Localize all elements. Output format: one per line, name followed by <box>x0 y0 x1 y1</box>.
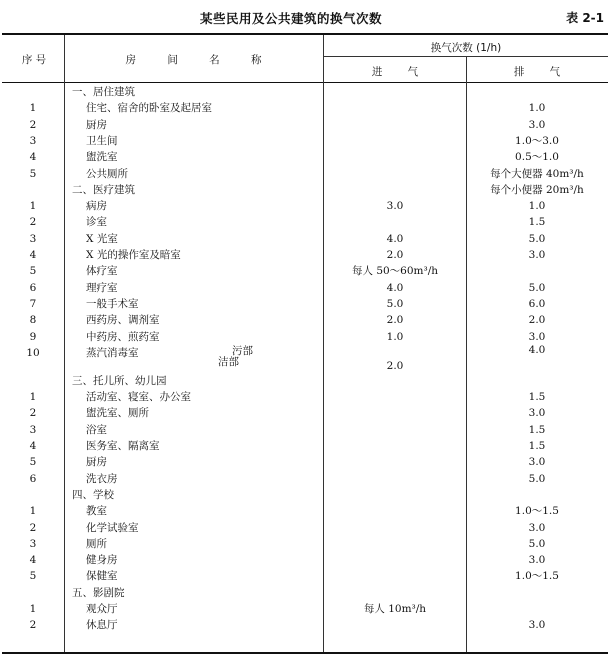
outlet-value: 1.0～1.5 <box>515 505 559 518</box>
row-number: 8 <box>29 314 37 327</box>
outlet-value: 3.0 <box>528 554 546 567</box>
row-number: 1 <box>29 102 37 115</box>
row-number: 4 <box>29 440 37 452</box>
outlet-value: 1.5 <box>528 440 546 452</box>
room-name: 休息厅 <box>86 619 118 632</box>
table-row <box>0 389 610 405</box>
room-name: 活动室、寝室、办公室 <box>86 391 191 404</box>
header-bottom-rule <box>2 82 608 83</box>
room-name: 厕所 <box>86 537 107 550</box>
row-number: 2 <box>29 216 37 229</box>
room-name: 卫生间 <box>86 134 118 147</box>
column-header-inlet: 进 气 <box>371 66 419 78</box>
inlet-value: 3.0 <box>386 200 404 213</box>
outlet-value: 每个小便器 20m³/h <box>490 183 584 196</box>
table-row <box>0 166 610 182</box>
row-number: 3 <box>29 232 37 245</box>
section-title: 三、托儿所、幼儿园 <box>72 374 167 387</box>
row-number: 3 <box>29 423 37 436</box>
room-name: 体疗室 <box>86 265 118 278</box>
inlet-value: 2.0 <box>386 359 404 372</box>
inlet-value: 2.0 <box>386 314 404 327</box>
table-row <box>0 231 610 247</box>
room-name: 住宅、宿舍的卧室及起居室 <box>86 102 212 115</box>
inlet-value: 每人 50～60m³/h <box>351 265 439 278</box>
outlet-value: 每个大便器 40m³/h <box>490 167 584 180</box>
table-row <box>0 405 610 421</box>
section-row <box>0 373 610 389</box>
room-name: 厨房 <box>86 456 107 469</box>
row-number: 5 <box>29 167 37 180</box>
table-row <box>0 198 610 214</box>
outlet-value: 5.0 <box>528 537 546 550</box>
outlet-value: 2.0 <box>528 314 546 327</box>
room-name: 健身房 <box>86 554 118 567</box>
table-row <box>0 149 610 165</box>
row-number: 2 <box>29 407 37 420</box>
row-number: 2 <box>29 521 37 534</box>
table-row <box>0 552 610 568</box>
room-name: 盥洗室、厕所 <box>86 407 149 420</box>
row-number: 1 <box>29 505 37 518</box>
column-header-outlet: 排 气 <box>513 66 561 78</box>
outlet-value: 3.0 <box>528 619 546 632</box>
section-title: 五、影剧院 <box>72 586 125 599</box>
room-name: 观众厅 <box>86 603 118 615</box>
section-row <box>0 182 610 198</box>
table-row <box>0 422 610 438</box>
table-row <box>0 280 610 296</box>
room-name: 公共厕所 <box>86 167 128 180</box>
table-row <box>0 312 610 328</box>
table-row <box>0 117 610 133</box>
row-number: 6 <box>29 472 37 485</box>
section-title: 一、居住建筑 <box>72 86 135 98</box>
row-number: 5 <box>29 265 37 278</box>
room-name: X 光室 <box>86 232 118 245</box>
table-row <box>0 454 610 470</box>
outlet-value: 0.5～1.0 <box>515 151 559 164</box>
row-number: 6 <box>29 281 37 294</box>
room-name: 医务室、隔离室 <box>86 440 160 452</box>
row-number: 1 <box>29 391 37 404</box>
room-name: X 光的操作室及暗室 <box>86 249 181 261</box>
section-title: 四、学校 <box>72 488 114 501</box>
section-row <box>0 487 610 503</box>
section-row <box>0 84 610 100</box>
table-row <box>0 296 610 312</box>
outlet-value: 3.0 <box>528 330 546 343</box>
row-number: 4 <box>29 249 37 261</box>
table-row <box>0 520 610 536</box>
room-name: 蒸汽消毒室 <box>86 346 139 359</box>
row-number: 2 <box>29 619 37 632</box>
table-title: 某些民用及公共建筑的换气次数 <box>200 11 383 26</box>
top-rule <box>2 33 608 35</box>
sub-label-clean: 洁部 <box>218 355 239 368</box>
table-row <box>0 214 610 230</box>
row-number: 1 <box>29 603 37 615</box>
outlet-value: 3.0 <box>528 456 546 469</box>
title-bar <box>0 0 610 30</box>
section-title: 二、医疗建筑 <box>72 183 135 196</box>
outlet-value: 1.0 <box>528 200 546 213</box>
column-header-no: 序 号 <box>21 54 47 66</box>
outlet-value: 5.0 <box>528 232 546 245</box>
inlet-value: 4.0 <box>386 232 404 245</box>
outlet-value: 4.0 <box>528 343 546 356</box>
room-name: 西药房、调剂室 <box>86 314 160 327</box>
table-row <box>0 263 610 279</box>
inlet-value: 每人 10m³/h <box>363 603 427 615</box>
row-number: 3 <box>29 134 37 147</box>
column-header-rate-group: 换气次数 (1/h) <box>430 42 502 54</box>
row-number: 5 <box>29 570 37 583</box>
row-number: 5 <box>29 456 37 469</box>
room-name: 教室 <box>86 505 107 518</box>
section-row <box>0 585 610 601</box>
column-header-name: 房 间 名 称 <box>125 54 262 66</box>
room-name: 保健室 <box>86 570 118 583</box>
table-row <box>0 100 610 116</box>
row-number: 1 <box>29 200 37 213</box>
room-name: 洗衣房 <box>86 472 118 485</box>
table-row <box>0 568 610 584</box>
room-name: 浴室 <box>86 423 107 436</box>
table-row <box>0 133 610 149</box>
room-name: 诊室 <box>86 216 107 229</box>
table-row <box>0 503 610 519</box>
outlet-value: 3.0 <box>528 521 546 534</box>
outlet-value: 3.0 <box>528 407 546 420</box>
outlet-value: 5.0 <box>528 472 546 485</box>
room-name: 盥洗室 <box>86 151 118 164</box>
table-number: 表 2-1 <box>566 11 604 25</box>
outlet-value: 5.0 <box>528 281 546 294</box>
row-number: 4 <box>29 554 37 567</box>
outlet-value: 1.0 <box>528 102 546 115</box>
room-name: 理疗室 <box>86 281 118 294</box>
room-name: 病房 <box>86 200 107 213</box>
inlet-value: 5.0 <box>386 297 404 310</box>
row-number: 7 <box>29 297 37 310</box>
table-row <box>0 438 610 454</box>
table-row <box>0 345 610 373</box>
table-row <box>0 536 610 552</box>
row-number: 4 <box>29 151 37 164</box>
outlet-value: 1.5 <box>528 391 546 404</box>
outlet-value: 1.0～1.5 <box>515 570 559 583</box>
table-row <box>0 617 610 633</box>
inlet-value: 2.0 <box>386 249 404 261</box>
table-row <box>0 247 610 263</box>
room-name: 化学试验室 <box>86 521 139 534</box>
bottom-rule <box>2 652 608 654</box>
room-name: 一般手术室 <box>86 297 139 310</box>
inlet-value: 4.0 <box>386 281 404 294</box>
room-name: 中药房、煎药室 <box>86 330 160 343</box>
row-number: 10 <box>26 346 40 359</box>
outlet-value: 3.0 <box>528 118 546 131</box>
sub-label-dirty: 污部 <box>232 344 253 357</box>
outlet-value: 6.0 <box>528 297 546 310</box>
outlet-value: 1.5 <box>528 216 546 229</box>
table-row <box>0 601 610 617</box>
inlet-value: 1.0 <box>386 330 404 343</box>
room-name: 厨房 <box>86 118 107 131</box>
outlet-value: 1.0～3.0 <box>515 134 559 147</box>
outlet-value: 1.5 <box>528 423 546 436</box>
row-number: 3 <box>29 537 37 550</box>
row-number: 9 <box>29 330 37 343</box>
outlet-value: 3.0 <box>528 249 546 261</box>
table-row <box>0 471 610 487</box>
row-number: 2 <box>29 118 37 131</box>
